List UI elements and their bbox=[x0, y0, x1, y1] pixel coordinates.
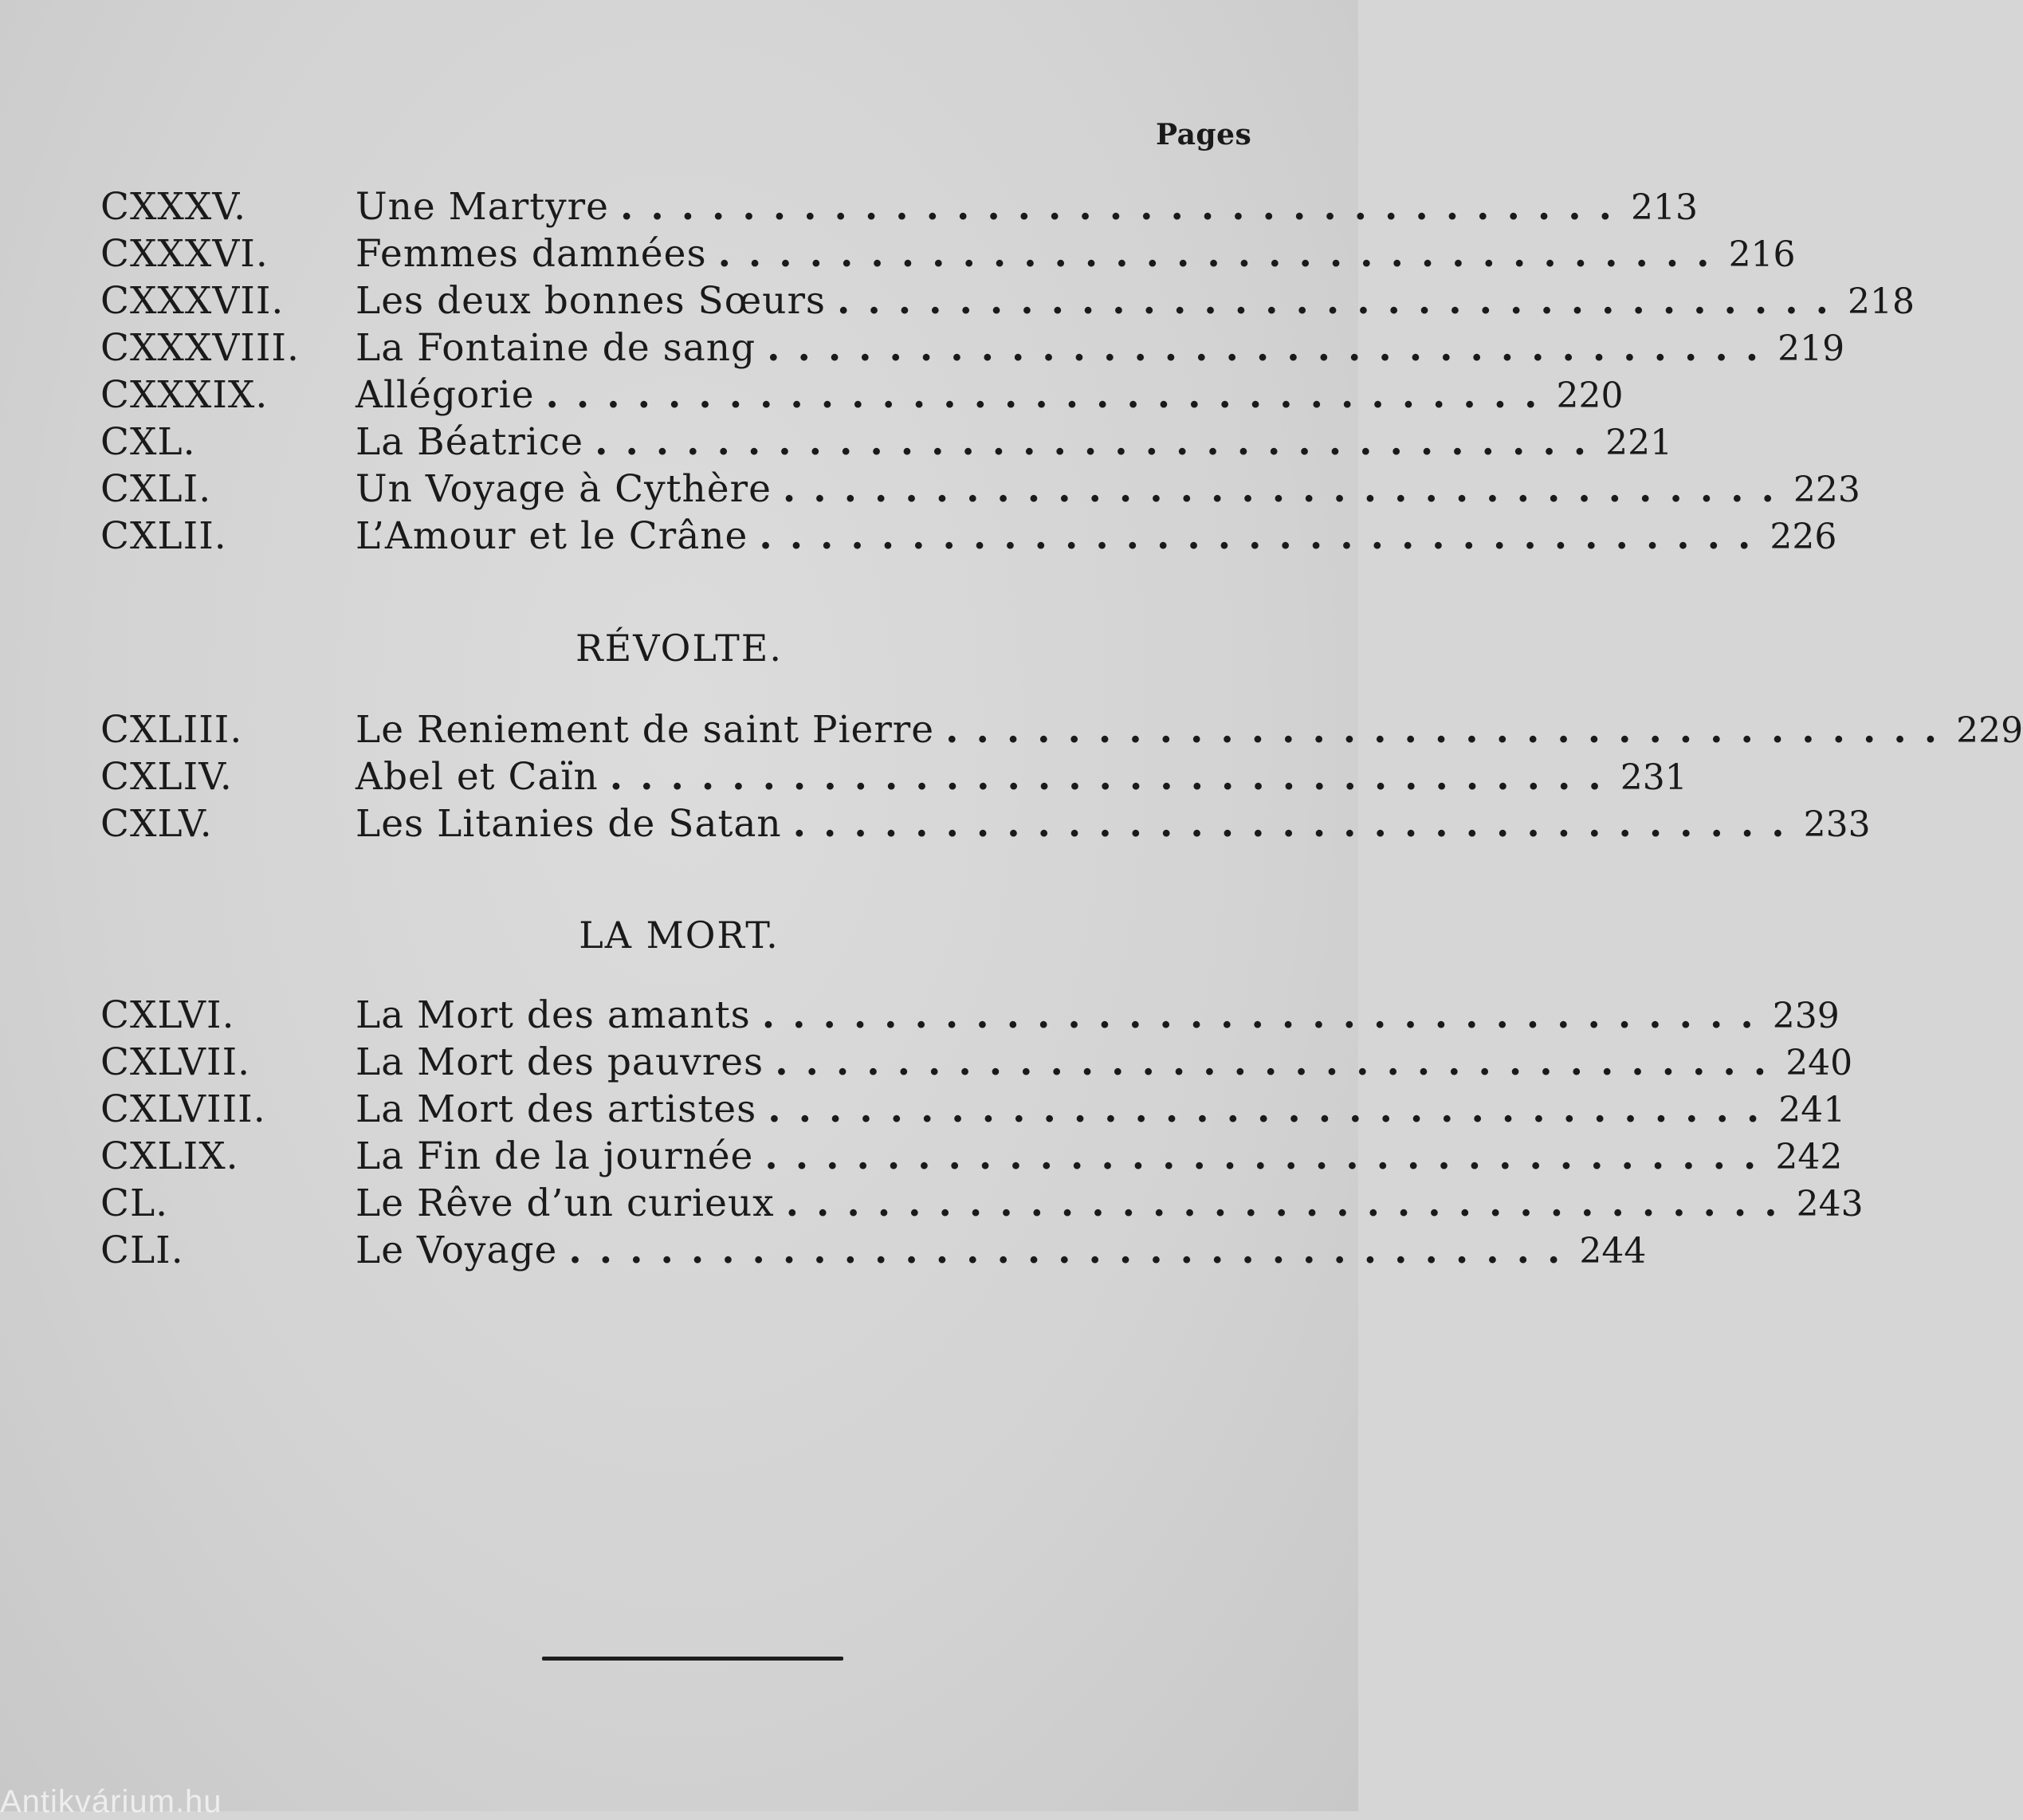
entry-title-wrap bbox=[355, 802, 1802, 846]
entry-page: 218 bbox=[1848, 281, 1915, 322]
entry-page: 213 bbox=[1630, 187, 1698, 228]
entry-title-wrap bbox=[355, 185, 1629, 229]
entry-numeral: CL. bbox=[100, 1181, 169, 1225]
entry-numeral: CXLIX. bbox=[100, 1134, 239, 1178]
toc-entry bbox=[100, 420, 1673, 467]
entry-title-wrap bbox=[355, 1134, 1774, 1178]
entry-numeral: CXLIII. bbox=[100, 708, 243, 752]
entry-title-wrap bbox=[355, 232, 1727, 276]
dot-leader: ................................. bbox=[717, 232, 1727, 276]
end-rule bbox=[542, 1657, 843, 1661]
entry-title-wrap bbox=[355, 708, 1954, 752]
dot-leader: ................................. bbox=[619, 185, 1629, 229]
entry-title: Les Litanies de Satan bbox=[355, 802, 782, 846]
entry-title-wrap bbox=[355, 1040, 1784, 1084]
entry-page: 220 bbox=[1556, 375, 1624, 416]
entry-page: 240 bbox=[1785, 1043, 1853, 1083]
entry-page: 226 bbox=[1770, 517, 1837, 557]
dot-leader: ................................. bbox=[545, 373, 1555, 417]
entry-title: L’Amour et le Crâne bbox=[355, 514, 748, 558]
toc-entry bbox=[100, 755, 1687, 802]
dot-leader: ................................. bbox=[595, 420, 1605, 464]
dot-leader: ................................. bbox=[759, 514, 1769, 558]
entry-page: 239 bbox=[1772, 996, 1840, 1036]
entry-numeral: CXXXVI. bbox=[100, 232, 269, 276]
entry-numeral: CXLVI. bbox=[100, 993, 235, 1037]
entry-title-wrap bbox=[355, 279, 1846, 323]
dot-leader: ................................. bbox=[837, 279, 1847, 323]
toc-entry bbox=[100, 373, 1624, 420]
toc-entry bbox=[100, 279, 1915, 326]
entry-title: Femmes damnées bbox=[355, 232, 707, 276]
entry-title: Le Voyage bbox=[355, 1228, 558, 1272]
toc-entry bbox=[100, 185, 1698, 232]
dot-leader: ................................. bbox=[568, 1228, 1578, 1272]
entry-title-wrap bbox=[355, 755, 1619, 799]
toc-entry bbox=[100, 802, 1871, 849]
pages-column-header: Pages bbox=[1156, 118, 1252, 151]
dot-leader: ................................. bbox=[785, 1181, 1795, 1225]
entry-numeral: CXL. bbox=[100, 420, 196, 464]
toc-entry bbox=[100, 1181, 1864, 1228]
dot-leader: ................................. bbox=[609, 755, 1619, 799]
entry-numeral: CXLV. bbox=[100, 802, 213, 846]
entry-title: La Mort des pauvres bbox=[355, 1040, 764, 1084]
entry-title: Allégorie bbox=[355, 373, 535, 417]
entry-page: 241 bbox=[1778, 1090, 1846, 1130]
entry-title-wrap bbox=[355, 420, 1604, 464]
dot-leader: ................................. bbox=[768, 1087, 1777, 1131]
entry-title-wrap bbox=[355, 1181, 1795, 1225]
entry-title: Abel et Caïn bbox=[355, 755, 599, 799]
entry-page: 216 bbox=[1728, 234, 1796, 275]
entry-title: La Béatrice bbox=[355, 420, 584, 464]
entry-title: La Fin de la journée bbox=[355, 1134, 754, 1178]
entry-title-wrap bbox=[355, 1228, 1577, 1272]
entry-page: 244 bbox=[1579, 1231, 1647, 1272]
toc-entry bbox=[100, 1228, 1647, 1276]
entry-page: 231 bbox=[1620, 757, 1687, 798]
toc-entry bbox=[100, 993, 1840, 1040]
entry-title-wrap bbox=[355, 326, 1776, 370]
entry-title: Un Voyage à Cythère bbox=[355, 467, 772, 511]
entry-title: Le Rêve d’un curieux bbox=[355, 1181, 775, 1225]
entry-title-wrap bbox=[355, 373, 1555, 417]
dot-leader: ................................. bbox=[782, 467, 1792, 511]
entry-title: Une Martyre bbox=[355, 185, 609, 229]
entry-numeral: CXLIV. bbox=[100, 755, 233, 799]
entry-numeral: CXLI. bbox=[100, 467, 212, 511]
toc-group-unnamed bbox=[100, 185, 1915, 561]
entry-numeral: CLI. bbox=[100, 1228, 184, 1272]
dot-leader: ................................. bbox=[767, 326, 1777, 370]
toc-entry bbox=[100, 1134, 1843, 1181]
entry-title-wrap bbox=[355, 993, 1771, 1037]
dot-leader: ................................. bbox=[761, 993, 1771, 1037]
entry-numeral: CXLVII. bbox=[100, 1040, 251, 1084]
entry-title-wrap bbox=[355, 514, 1768, 558]
entry-page: 219 bbox=[1777, 328, 1845, 369]
entry-numeral: CXXXV. bbox=[100, 185, 247, 229]
entry-page: 229 bbox=[1956, 710, 2023, 751]
entry-title: La Mort des artistes bbox=[355, 1087, 757, 1131]
entry-title: Le Reniement de saint Pierre bbox=[355, 708, 935, 752]
watermark: Antikvárium.hu bbox=[0, 1784, 222, 1819]
entry-page: 243 bbox=[1796, 1184, 1864, 1224]
entry-numeral: CXXXVIII. bbox=[100, 326, 300, 370]
toc-group-revolte bbox=[100, 708, 2023, 849]
toc-entry bbox=[100, 467, 1860, 514]
entry-numeral: CXXXIX. bbox=[100, 373, 269, 417]
dot-leader: ................................. bbox=[764, 1134, 1774, 1178]
toc-group-la-mort bbox=[100, 993, 1864, 1276]
toc-entry bbox=[100, 514, 1837, 561]
entry-title: La Fontaine de sang bbox=[355, 326, 756, 370]
entry-title: Les deux bonnes Sœurs bbox=[355, 279, 827, 323]
entry-page: 221 bbox=[1605, 423, 1673, 463]
entry-title-wrap bbox=[355, 1087, 1777, 1131]
entry-numeral: CXLII. bbox=[100, 514, 227, 558]
entry-page: 233 bbox=[1803, 804, 1871, 845]
toc-entry bbox=[100, 326, 1845, 373]
toc-entry bbox=[100, 1040, 1853, 1087]
entry-page: 223 bbox=[1793, 470, 1860, 510]
entry-title-wrap bbox=[355, 467, 1792, 511]
dot-leader: ................................. bbox=[792, 802, 1802, 846]
toc-entry bbox=[100, 232, 1796, 279]
dot-leader: ................................. bbox=[775, 1040, 1785, 1084]
entry-title: La Mort des amants bbox=[355, 993, 751, 1037]
entry-page: 242 bbox=[1775, 1137, 1843, 1177]
toc-entry bbox=[100, 1087, 1846, 1134]
section-heading-la-mort: LA MORT. bbox=[579, 914, 780, 957]
entry-numeral: CXXXVII. bbox=[100, 279, 285, 323]
dot-leader: ................................. bbox=[945, 708, 1955, 752]
toc-entry bbox=[100, 708, 2023, 755]
entry-numeral: CXLVIII. bbox=[100, 1087, 266, 1131]
section-heading-revolte: RÉVOLTE. bbox=[575, 627, 783, 670]
